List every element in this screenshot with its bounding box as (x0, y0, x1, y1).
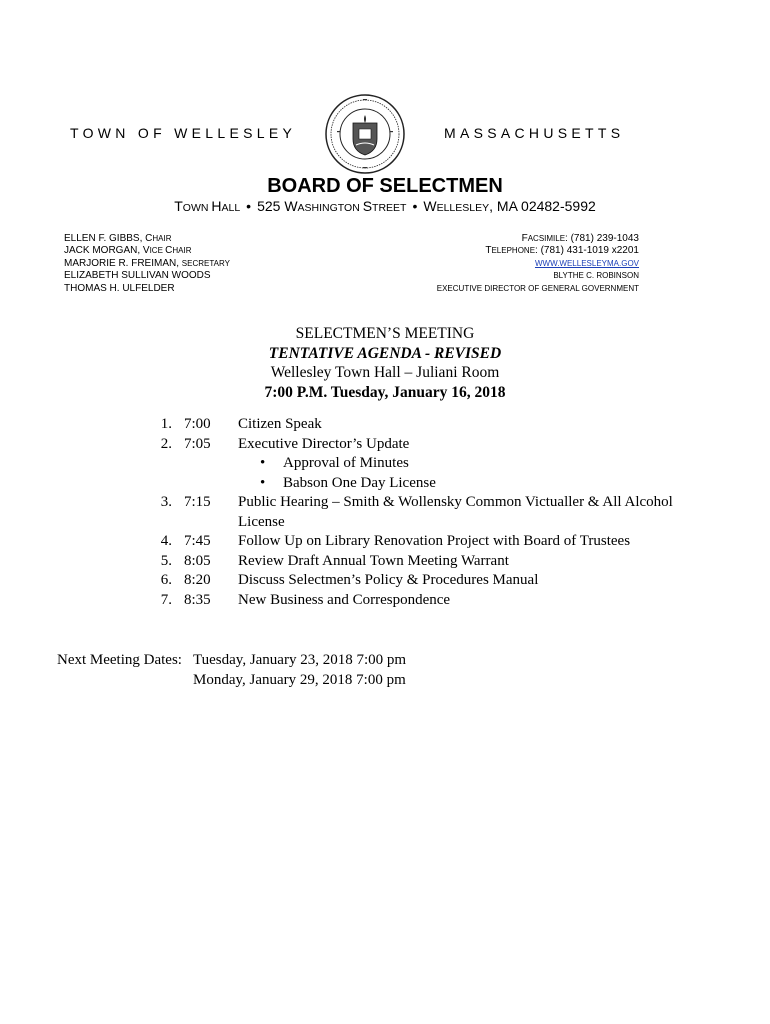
agenda-subtitle: TENTATIVE AGENDA - REVISED (268, 344, 502, 362)
director-title: EXECUTIVE DIRECTOR OF GENERAL GOVERNMENT (436, 283, 639, 293)
agenda-item: 1. 7:00 Citizen Speak (160, 416, 322, 432)
bullet-icon: • (412, 198, 418, 214)
board-members (64, 233, 230, 295)
director-name: BLYTHE C. ROBINSON (553, 271, 639, 281)
town-name: TOWN OF WELLESLEY (70, 125, 297, 141)
board-title: BOARD OF SELECTMEN (267, 175, 503, 197)
address-street: 525 WASHINGTON STREET (257, 198, 407, 214)
website-link[interactable]: WWW.WELLESLEYMA.GOV (534, 258, 639, 268)
bullet-icon: • (260, 455, 266, 471)
meeting-datetime: 7:00 P.M. Tuesday, January 16, 2018 (264, 383, 506, 401)
meeting-heading (0, 324, 770, 402)
member-line: MARJORIE R. FREIMAN, SECRETARY (64, 257, 230, 269)
agenda-item-continuation: License (238, 513, 285, 530)
next-meeting-date: Tuesday, January 23, 2018 7:00 pm (193, 652, 407, 668)
address-city: WELLESLEY, MA 02482-5992 (423, 198, 596, 214)
phone-line: TELEPHONE: (781) 431-1019 x2201 (485, 245, 639, 257)
town-seal-icon (323, 93, 407, 175)
agenda-item: 5. 8:05 Review Draft Annual Town Meeting Warrant (160, 552, 509, 569)
agenda-subitem: • Approval of Minutes (260, 455, 409, 471)
agenda-item: 6. 8:20 Discuss Selectmen’s Policy & Procedures Manual (160, 572, 539, 588)
agenda-item: 7. 8:35 New Business and Correspondence (160, 591, 451, 608)
member-line: ELLEN F. GIBBS, CHAIR (64, 233, 172, 244)
meeting-title: SELECTMEN’S MEETING (295, 325, 475, 342)
next-meeting-dates (193, 651, 406, 690)
contact-info (437, 233, 639, 295)
member-line: THOMAS H. ULFELDER (64, 282, 175, 294)
agenda-subitem: • Babson One Day License (260, 474, 436, 491)
meeting-location: Wellesley Town Hall – Juliani Room (270, 364, 500, 381)
address-line (0, 198, 770, 214)
state-name: MASSACHUSETTS (444, 125, 625, 141)
next-meeting-date: Monday, January 29, 2018 7:00 pm (193, 671, 406, 688)
agenda-item: 3. 7:15 Public Hearing – Smith & Wollensky Common Victualler & All Alcohol (160, 494, 673, 510)
bullet-icon: • (246, 198, 252, 214)
fax-line: FACSIMILE: (781) 239-1043 (521, 233, 639, 244)
address-town-hall: TOWN HALL (174, 198, 241, 214)
bullet-icon: • (260, 474, 266, 491)
member-line: JACK MORGAN, VICE CHAIR (64, 245, 192, 257)
next-meeting-label: Next Meeting Dates: (57, 652, 182, 668)
agenda-item: 2. 7:05 Executive Director’s Update (160, 435, 410, 452)
member-line: ELIZABETH SULLIVAN WOODS (64, 270, 211, 282)
agenda-item: 4. 7:45 Follow Up on Library Renovation Project with Board of Trustees (160, 533, 631, 549)
